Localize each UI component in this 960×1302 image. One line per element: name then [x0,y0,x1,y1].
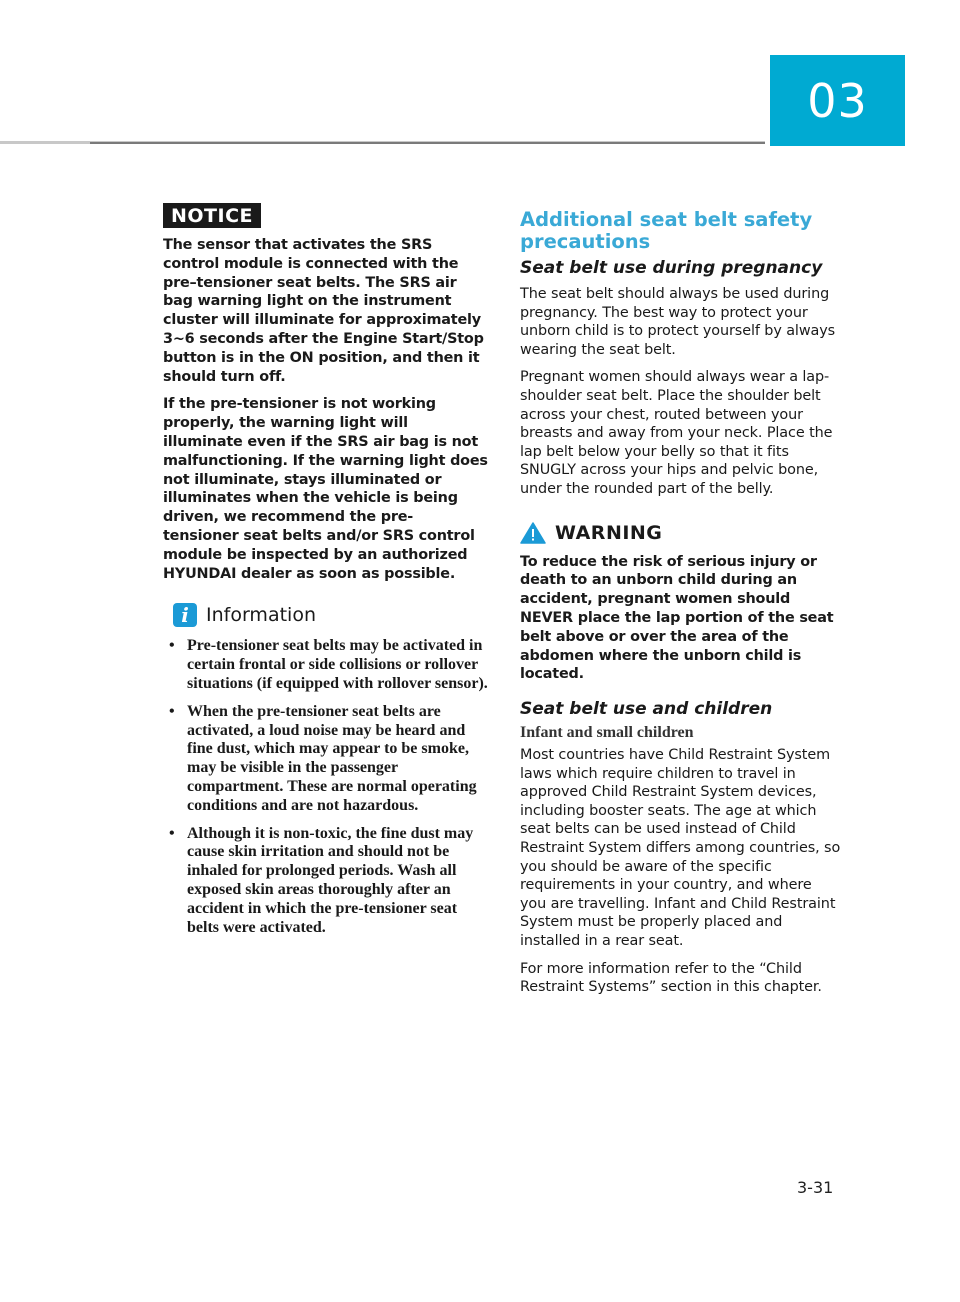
right-column [520,203,842,1006]
list-item: • Pre-tensioner seat belts may be activated in certain frontal or side collisions or rollover situations (if equipped with rollover sensor). [163,637,488,693]
information-title: Information [206,604,316,627]
warning-title: WARNING [555,521,663,544]
warning-heading [520,521,842,545]
information-bullets [163,637,488,937]
chapter-tab: 03 [770,55,905,146]
notice-paragraph-2: If the pre-tensioner is not working properly, the warning light will illuminate even if the SRS air bag is not malfunctioning. If the warning light does not illuminate, stays illuminated or illuminates when the vehicle is being driven, we recommend the pre-tensioner seat belts and/or SRS control module be inspected by an authorized HYUNDAI dealer as soon as possible. [163,396,488,582]
pregnancy-paragraph-2: Pregnant women should always wear a lap-shoulder seat belt. Place the shoulder belt across your chest, routed between your breasts and away from your neck. Place the lap belt below your belly so that it fits SNUGLY across your hips and pelvic bone, under the rounded part of the belly. [520,369,833,497]
warning-triangle-icon [520,521,546,545]
children-paragraph-2: For more information refer to the “Child Restraint Systems” section in this chapter. [520,960,822,996]
left-column [163,203,488,946]
children-paragraph-1: Most countries have Child Restraint System laws which require children to travel in approved Child Restraint System devices, including booster seats. The age at which seat belts can be used instead of Child Restraint System differs among countries, so you should be aware of the specific requirements in your country, and where you are travelling. Infant and Child Restraint System must be properly placed and installed in a rear seat. [520,747,841,950]
list-item: • Although it is non-toxic, the fine dust may cause skin irritation and should not be inhaled for prolonged periods. Wash all exposed skin areas thoroughly after an accident in which the pre-tensioner seat belts were activated. [163,825,488,938]
section-title: Additional seat belt safety precautions [520,208,813,253]
header-rule-dark [90,142,765,144]
list-item: • When the pre-tensioner seat belts are activated, a loud noise may be heard and fine dust, which may appear to be smoke, may be visible in the passenger compartment. These are normal operating conditions and are not hazardous. [163,703,488,816]
warning-text: To reduce the risk of serious injury or death to an unborn child during an accident, pregnant women should NEVER place the lap portion of the seat belt above or over the area of the abdomen where the unborn child is located. [520,553,834,683]
pregnancy-paragraph-1: The seat belt should always be used during pregnancy. The best way to protect your unborn child is to protect yourself by always wearing the seat belt. [520,286,836,358]
information-icon: i [173,603,197,627]
page-number: 3-31 [797,1178,834,1197]
notice-paragraph-1: The sensor that activates the SRS control module is connected with the pre–tensioner seat belts. The SRS air bag warning light on the instrument cluster will illuminate for approximately 3~6 seconds after the Engine Start/Stop button is in the ON position, and then it should turn off. [163,237,484,385]
information-heading [163,603,488,627]
notice-badge: NOTICE [163,203,261,228]
children-title: Seat belt use and children [520,699,773,720]
pregnancy-title: Seat belt use during pregnancy [520,258,823,278]
infant-title: Infant and small children [520,724,694,742]
